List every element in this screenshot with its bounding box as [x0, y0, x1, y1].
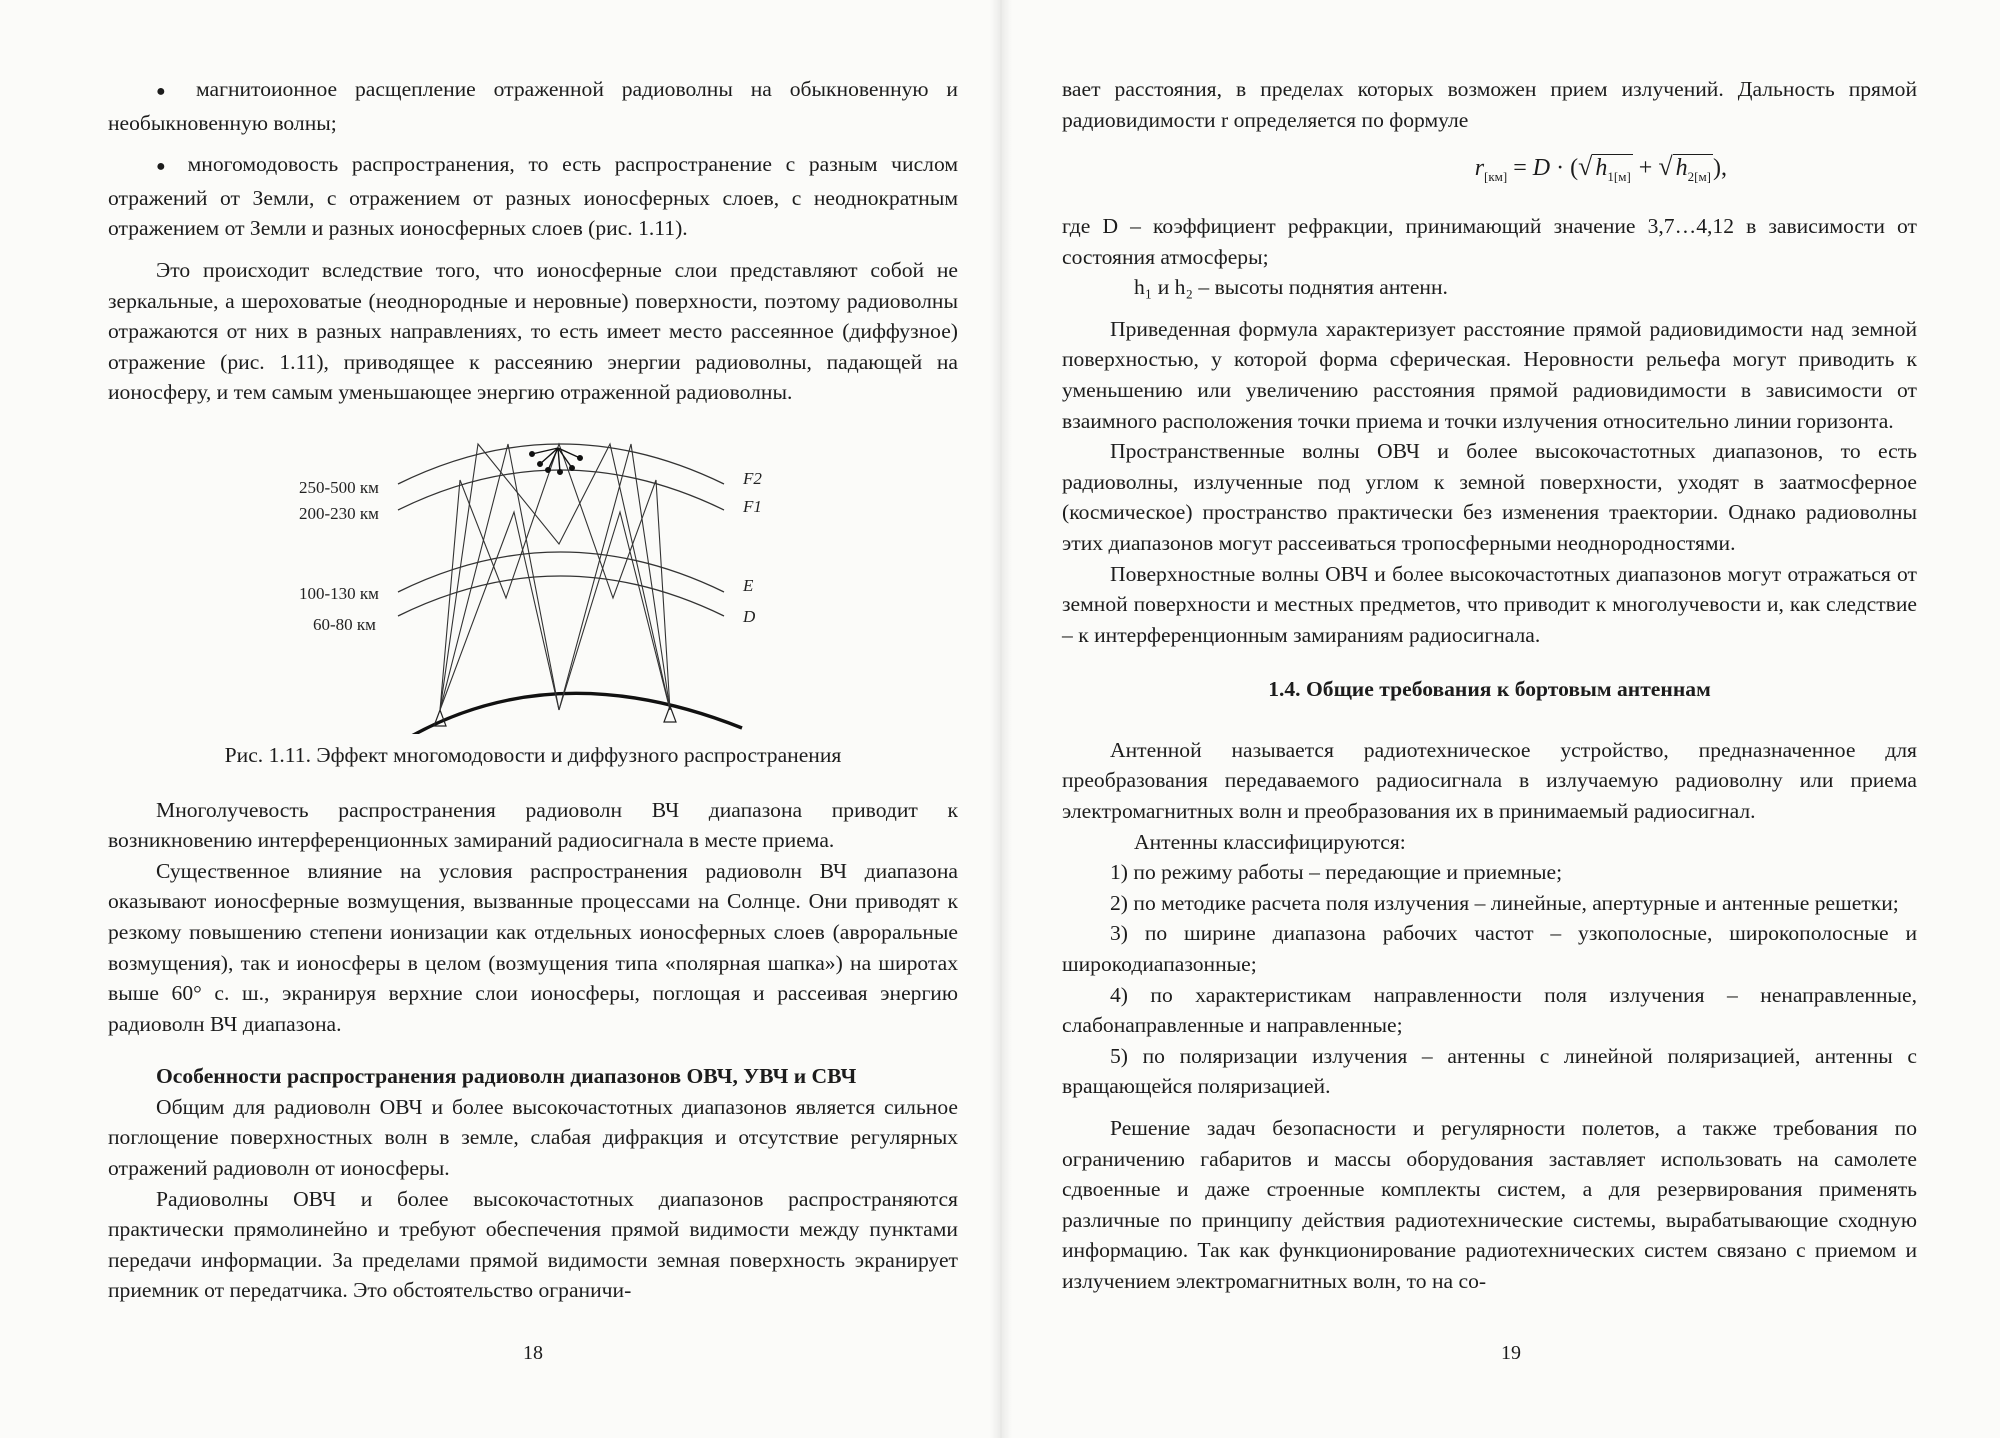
layer-d-arc	[398, 576, 724, 616]
figure-caption: Рис. 1.11. Эффект многомодовости и диффузного распространения	[224, 742, 842, 767]
altitude-label: 250-500 км	[299, 477, 379, 497]
paragraph: Радиоволны ОВЧ и более высокочастотных диапазонов распространяются практически прямолинейно и требуют обеспечения прямой видимости между пунктами передачи информации. За пределами прямой видимости земная поверхность экранирует приемник от передатчика. Это обстоятельство ограничи-	[108, 1186, 958, 1303]
formula-legend: где D – коэффициент рефракции, принимающий значение 3,7…4,12 в зависимости от состояния атмосферы;	[1062, 213, 1917, 269]
layer-f1-arc	[398, 470, 724, 510]
section-heading: 1.4. Общие требования к бортовым антеннам	[1268, 677, 1711, 702]
ray-path	[440, 512, 559, 710]
layer-label: F2	[743, 468, 762, 488]
layer-e-arc	[398, 552, 724, 592]
ray-path	[559, 512, 670, 710]
paragraph: вает расстояния, в пределах которых возможен прием излучений. Дальность прямой радиовидимости r определяется по формуле	[1062, 77, 1917, 132]
paragraph: Пространственные волны ОВЧ и более высокочастотных диапазонов, то есть радиоволны, излученные под углом к земной поверхности, уходят в заатмосферное (космическое) пространство практически без изменения траектории. Однако радиоволны этих диапазонов могут рассеиваться тропосферными неоднородностями.	[1062, 439, 1917, 555]
list-item: 3) по ширине диапазона рабочих частот – узкополосные, широкополосные и широкодиапазонные;	[1062, 921, 1917, 977]
paragraph: Антенной называется радиотехническое устройство, предназначенное для преобразования передаваемого радиосигнала в излучаемую радиоволну или приема электромагнитных волн и преобразования их в принимаемый радиосигнал.	[1062, 737, 1917, 824]
left-text-column	[108, 74, 958, 1306]
formula-legend: h₁ и h₂ – высоты поднятия антенн.	[1134, 275, 1448, 300]
list-item: 5) по поляризации излучения – антенны с линейной поляризацией, антенны с вращающейся поляризацией.	[1062, 1043, 1917, 1099]
bullet-item: ● многомодовость распространения, то есть распространение с разным числом отражений от Земли, с отражением от разных ионосферных слоев, с неоднократным отражением от Земли и разных ионосферных слоев (рис. 1.11).	[108, 152, 959, 241]
layer-label: F1	[743, 496, 762, 516]
paragraph: Многолучевость распространения радиоволн ВЧ диапазона приводит к возникновению интерференционных замираний радиосигнала в месте приема.	[108, 797, 958, 853]
right-text-column	[1062, 74, 1917, 1297]
right-page	[1000, 0, 2000, 1438]
altitude-label: 100-130 км	[299, 583, 379, 603]
paragraph: Решение задач безопасности и регулярности полетов, а также требования по ограничению габаритов и массы оборудования заставляет использовать на самолете сдвоенные и даже строенные комплекты систем, а для резервирования применять различные по принципу действия радиотехнические системы, вырабатывающие сходную информацию. Так как функционирование радиотехнических систем связано с приемом и излучением электромагнитных волн, то на со-	[1062, 1116, 1917, 1293]
ray-paths	[440, 444, 670, 710]
layer-label: D	[743, 606, 756, 626]
figure-ionosphere-multimode	[108, 426, 958, 734]
earth-surface-arc	[408, 693, 742, 734]
list-item: 1) по режиму работы – передающие и приемные;	[1110, 860, 1563, 885]
layer-label: E	[743, 575, 754, 595]
altitude-label: 60-80 км	[313, 614, 376, 634]
altitude-label: 200-230 км	[299, 503, 379, 523]
ionosphere-diagram	[108, 426, 958, 734]
paragraph: Это происходит вследствие того, что ионосферные слои представляют собой не зеркальные, а шероховатые (неоднородные и неровные) поверхности, поэтому радиоволны отражаются от них в разных направлениях, то есть имеет место рассеянное (диффузное) отражение (рис. 1.11), приводящее к рассеянию энергии радиоволны, падающей на ионосферу, и тем самым уменьшающее энергию отраженной радиоволны.	[108, 257, 958, 405]
list-item: 4) по характеристикам направленности поля излучения – ненаправленные, слабонаправленные и направленные;	[1062, 982, 1917, 1038]
paragraph: Приведенная формула характеризует расстояние прямой радиовидимости над земной поверхностью, у которой форма сферическая. Неровности рельефа могут приводить к уменьшению или увеличению расстояния прямой радиовидимости в зависимости от взаимного расположения точки приема и точки излучения относительно линии горизонта.	[1062, 316, 1917, 433]
paragraph: Поверхностные волны ОВЧ и более высокочастотных диапазонов могут отражаться от земной поверхности и местных предметов, что приводит к многолучевости и, как следствие – к интерференционным замираниям радиосигнала.	[1062, 561, 1917, 647]
bullet-item: ● магнитоионное расщепление отраженной радиоволны на обыкновенную и необыкновенную волны;	[108, 77, 958, 135]
page-number: 18	[523, 1342, 543, 1364]
page-number: 19	[1501, 1342, 1521, 1364]
bullet-text: многомодовость распространения, то есть распространение с разным числом отражений от Земли, с отражением от разных ионосферных слоев, с неоднократным отражением от Земли и разных ионосферных слоев (рис. 1.11).	[108, 152, 959, 241]
list-item: 2) по методике расчета поля излучения – линейные, апертурные и антенные решетки;	[1110, 890, 1899, 915]
subheading: Особенности распространения радиоволн диапазонов ОВЧ, УВЧ и СВЧ	[156, 1064, 857, 1089]
list-intro: Антенны классифицируются:	[1134, 829, 1406, 854]
paragraph: Общим для радиоволн ОВЧ и более высокочастотных диапазонов является сильное поглощение поверхностных волн в земле, слабая дифракция и отсутствие регулярных отражений радиоволн от ионосферы.	[108, 1094, 958, 1181]
ray-path	[559, 444, 670, 710]
bullet-text: магнитоионное расщепление отраженной радиоволны на обыкновенную и необыкновенную волны;	[108, 77, 958, 135]
formula-radio-visibility: $r_{[км]} = D$ · (√ $h_{1[м]}$ + √ $h_{2[м]}$),	[1062, 151, 1727, 193]
paragraph: Существенное влияние на условия распространения радиоволн ВЧ диапазона оказывают ионосферные возмущения, вызванные процессами на Солнце. Они приводят к резкому повышению степени ионизации как отдельных ионосферных слоев (авроральные возмущения), так и ионосферы в целом (возмущения типа «полярная шапка») на широтах выше 60° с. ш., экранируя верхние слои ионосферы, поглощая и рассеивая энергию радиоволн ВЧ диапазона.	[108, 858, 958, 1036]
